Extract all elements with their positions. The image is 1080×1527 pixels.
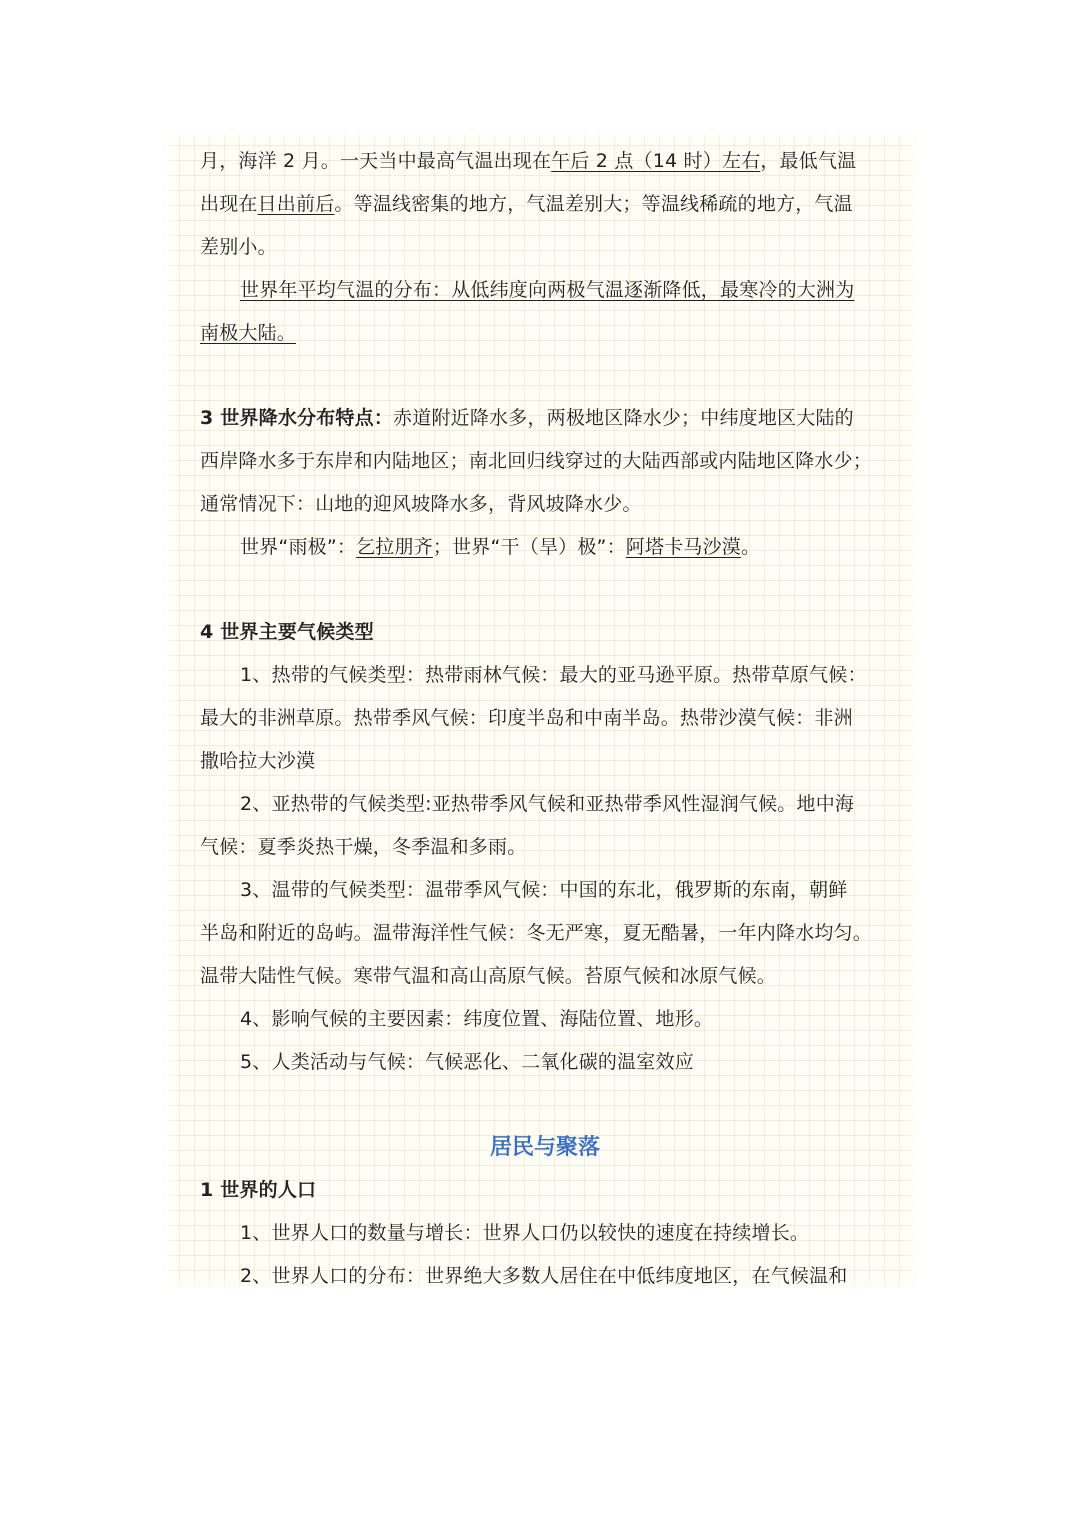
precip-heading: 3 世界降水分布特点： bbox=[200, 407, 394, 429]
population-heading: 1 世界的人口 bbox=[200, 1179, 317, 1201]
temperature-line-3: 差别小。 bbox=[200, 236, 277, 258]
climate-line: 温带大陆性气候。寒带气温和高山高原气候。苔原气候和冰原气候。 bbox=[200, 965, 777, 987]
precip-line-4: 世界“雨极”：乞拉朋齐；世界“干（旱）极”：阿塔卡马沙漠。 bbox=[240, 536, 761, 558]
underlined-term: 午后 2 点（14 时）左右 bbox=[551, 150, 761, 172]
temperature-line-1: 月，海洋 2 月。一天当中最高气温出现在午后 2 点（14 时）左右，最低气温 bbox=[200, 150, 857, 172]
precip-line-2: 西岸降水多于东岸和内陆地区；南北回归线穿过的大陆西部或内陆地区降水少； bbox=[200, 450, 873, 472]
temperature-line-2: 出现在日出前后。等温线密集的地方，气温差别大；等温线稀疏的地方，气温 bbox=[200, 193, 853, 215]
climate-line: 半岛和附近的岛屿。温带海洋性气候：冬无严寒，夏无酷暑，一年内降水均匀。 bbox=[200, 922, 873, 944]
climate-line: 3、温带的气候类型：温带季风气候：中国的东北，俄罗斯的东南，朝鲜 bbox=[240, 879, 848, 901]
section-title: 居民与聚落 bbox=[489, 1135, 600, 1160]
population-line-1: 1、世界人口的数量与增长：世界人口仍以较快的速度在持续增长。 bbox=[240, 1222, 810, 1244]
population-line-2: 2、世界人口的分布：世界绝大多数人居住在中低纬度地区，在气候温和 bbox=[240, 1265, 848, 1287]
climate-line: 2、亚热带的气候类型:亚热带季风气候和亚热带季风性湿润气候。地中海 bbox=[240, 793, 855, 815]
page-content bbox=[200, 140, 890, 1298]
climate-line: 气候：夏季炎热干燥，冬季温和多雨。 bbox=[200, 836, 527, 858]
document-page bbox=[164, 130, 918, 1290]
climate-line: 撒哈拉大沙漠 bbox=[200, 750, 316, 772]
climate-line: 4、影响气候的主要因素：纬度位置、海陆位置、地形。 bbox=[240, 1008, 714, 1030]
climate-heading: 4 世界主要气候类型 bbox=[200, 621, 374, 643]
precip-line-3: 通常情况下：山地的迎风坡降水多，背风坡降水少。 bbox=[200, 493, 642, 515]
precip-line-1: 3 世界降水分布特点：赤道附近降水多，两极地区降水少；中纬度地区大陆的 bbox=[200, 407, 854, 429]
climate-line: 最大的非洲草原。热带季风气候：印度半岛和中南半岛。热带沙漠气候：非洲 bbox=[200, 707, 853, 729]
temperature-line-4: 世界年平均气温的分布：从低纬度向两极气温逐渐降低，最寒冷的大洲为 bbox=[240, 279, 855, 301]
climate-line: 5、人类活动与气候：气候恶化、二氧化碳的温室效应 bbox=[240, 1051, 694, 1073]
underlined-term: 日出前后 bbox=[257, 193, 335, 215]
climate-line: 1、热带的气候类型：热带雨林气候：最大的亚马逊平原。热带草原气候： bbox=[240, 664, 867, 686]
temperature-line-5: 南极大陆。 bbox=[200, 322, 297, 344]
